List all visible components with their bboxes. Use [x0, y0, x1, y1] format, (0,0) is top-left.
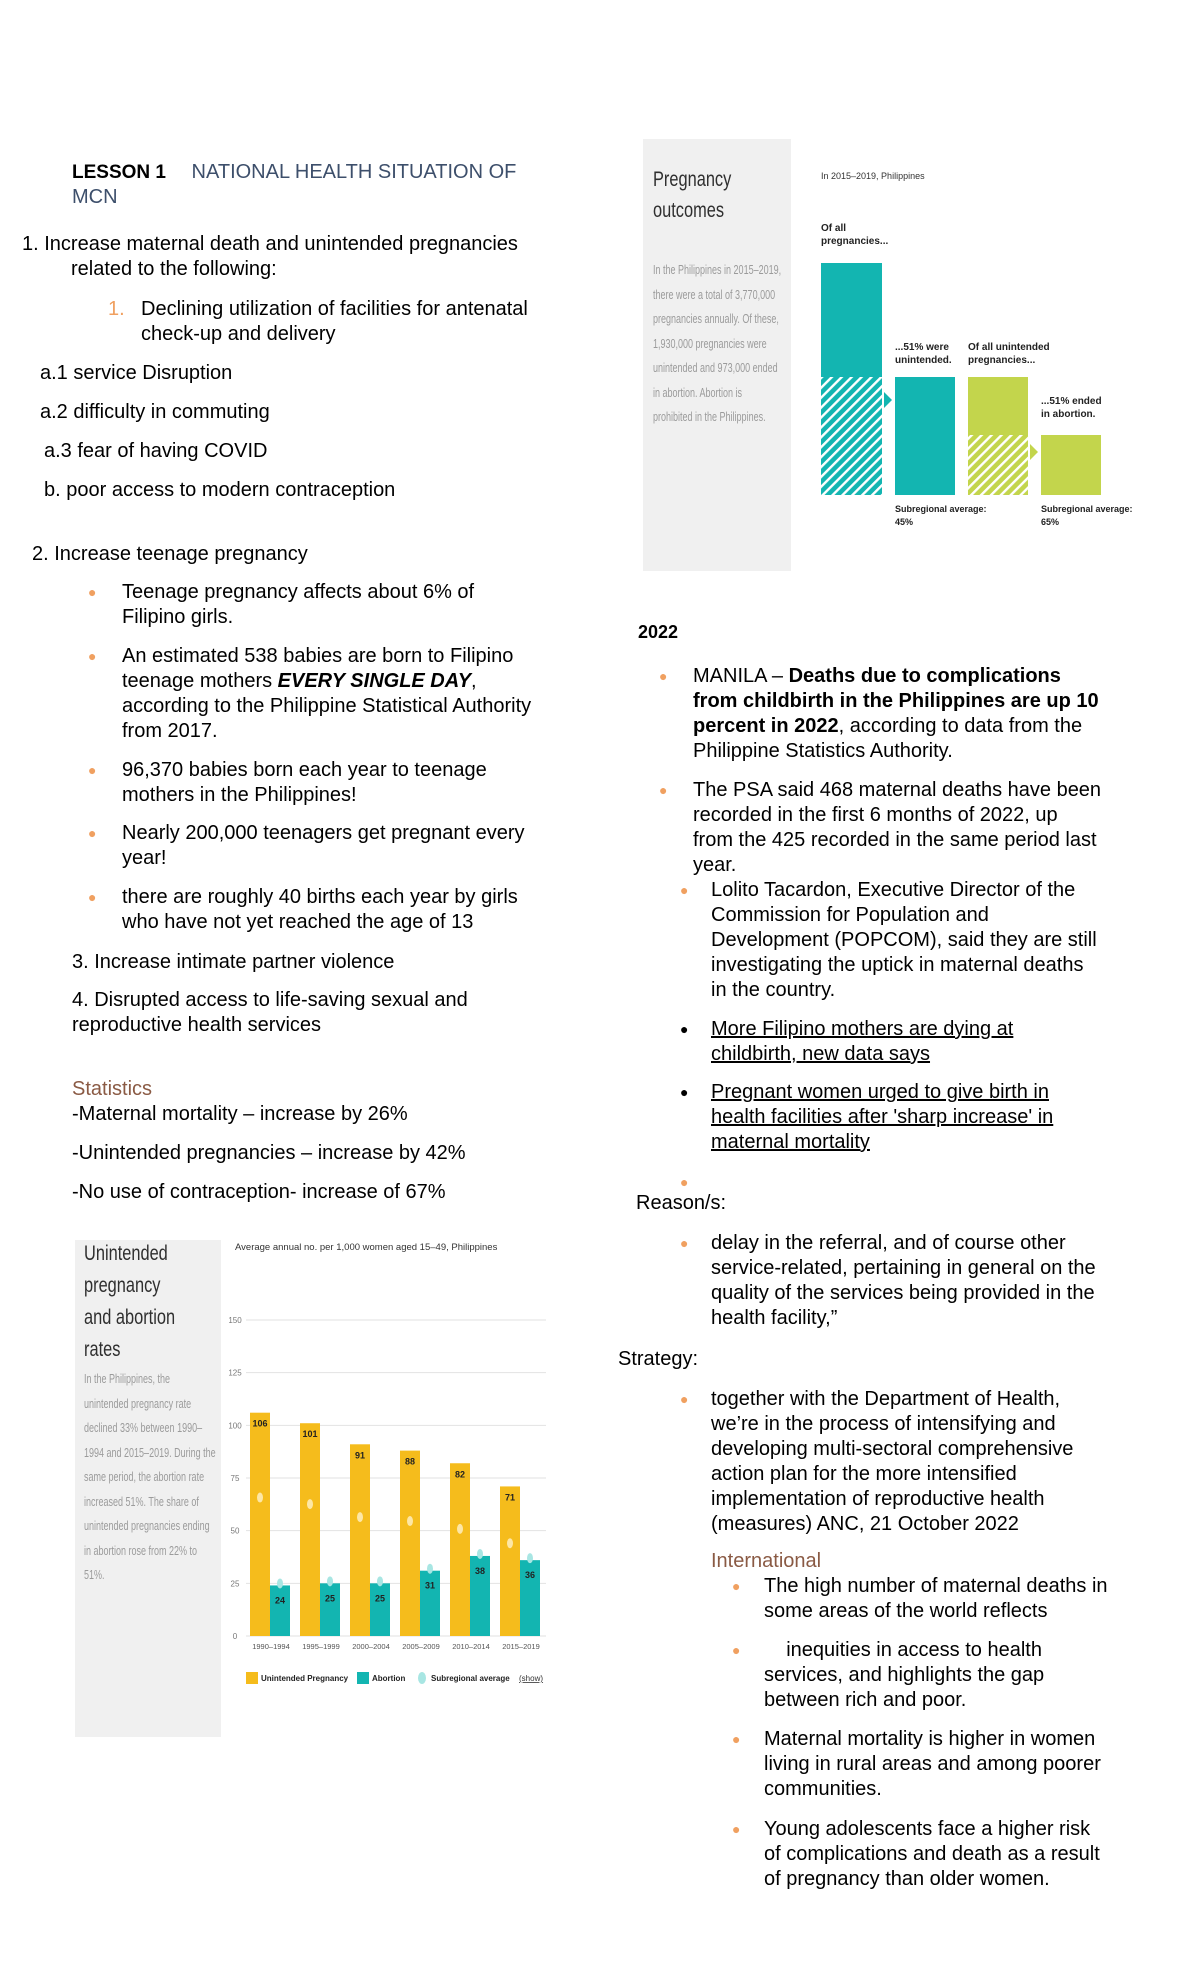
- subregional-marker: [477, 1549, 483, 1559]
- bullet-icon: ●: [659, 668, 668, 684]
- y-tick-label: 50: [230, 1526, 240, 1536]
- text-line: developing multi-sectoral comprehensive: [711, 1438, 1074, 1460]
- text-line: from the 425 recorded in the same period last: [693, 829, 1097, 851]
- all-unintended-hatched: [968, 435, 1028, 495]
- bullet-icon: ●: [680, 1235, 689, 1251]
- text-line: (measures) ANC, 21 October 2022: [711, 1513, 1019, 1535]
- lesson-title-line2: MCN: [72, 186, 118, 208]
- text-line: year.: [693, 854, 737, 876]
- intl-bullet: [732, 1727, 1101, 1802]
- bullet-icon: ●: [732, 1578, 741, 1594]
- bold-text: percent in 2022: [693, 715, 839, 737]
- bullet-icon: ●: [732, 1731, 741, 1747]
- bar-unintended: [250, 1413, 270, 1636]
- subregional-marker: [277, 1578, 283, 1588]
- news-bullet: [659, 778, 1102, 878]
- legend-swatch: [418, 1672, 426, 1684]
- stat-contraception: -No use of contraception- increase of 67%: [72, 1181, 446, 1203]
- ended-abortion-label: ...51% ended in abortion.: [1041, 396, 1102, 420]
- text-line: services, and highlights the gap: [764, 1664, 1045, 1686]
- lesson-title: [72, 160, 552, 210]
- lesson-title-line1: NATIONAL HEALTH SITUATION OF: [191, 161, 517, 183]
- subregional-marker: [407, 1516, 413, 1526]
- link-line[interactable]: maternal mortality: [711, 1131, 870, 1153]
- bar-unintended: [400, 1451, 420, 1636]
- desc-line: there were a total of 3,770,000: [653, 287, 776, 302]
- pregnancy-outcomes-title: [653, 164, 762, 226]
- arrow-icon: [884, 392, 892, 408]
- text-line: 96,370 babies born each year to teenage: [122, 759, 487, 781]
- teen-bullet: [88, 885, 518, 935]
- text-line: mothers in the Philippines!: [122, 784, 357, 806]
- data-label: 36: [524, 1570, 536, 1581]
- text-span: ,: [471, 670, 477, 692]
- text-line: Lolito Tacardon, Executive Director of the: [711, 879, 1076, 901]
- text-line: service-related, pertaining in general on the: [711, 1257, 1096, 1279]
- teen-bullet: [88, 644, 532, 744]
- chart-title-text: Unintended pregnancy and abortion rates: [84, 1242, 176, 1361]
- subregional-marker: [357, 1512, 363, 1522]
- legend-show-link: (show): [519, 1674, 544, 1683]
- desc-line: 1,930,000 pregnancies were: [653, 336, 767, 351]
- pregnancy-outcomes-desc: [653, 258, 783, 430]
- pregnancy-subtitle: In 2015–2019, Philippines: [821, 171, 925, 181]
- bullet-icon: ●: [680, 1021, 689, 1037]
- text-line: from 2017.: [122, 720, 218, 742]
- y-tick-label: 125: [228, 1368, 242, 1378]
- legend-swatch: [357, 1672, 369, 1684]
- y-tick-label: 75: [230, 1474, 240, 1483]
- subregional-marker: [427, 1564, 433, 1574]
- bullet-icon: ●: [680, 1391, 689, 1407]
- empty-bullet-icon: ●: [680, 1174, 689, 1190]
- subregional-marker: [257, 1493, 263, 1503]
- subregional-average-1: Subregional average: 45%: [895, 504, 987, 527]
- bullet-icon: ●: [88, 762, 97, 778]
- text-line: [693, 714, 1153, 739]
- text-line: who have not yet reached the age of 13: [122, 911, 474, 933]
- pregnancy-outcomes-graphic: [791, 139, 1133, 571]
- desc-line: in abortion. Abortion is: [653, 385, 743, 400]
- x-tick-label: 1995–1999: [302, 1642, 340, 1651]
- bar-unintended: [500, 1486, 520, 1636]
- data-label: 24: [274, 1595, 286, 1606]
- legend-swatch: [246, 1672, 258, 1684]
- unintended-pregnancy-chart: [221, 1236, 561, 1706]
- text-line: delay in the referral, and of course other: [711, 1232, 1066, 1254]
- x-tick-label: 2005–2009: [402, 1642, 440, 1651]
- strategy-label: Strategy:: [618, 1348, 699, 1370]
- bullet-icon: ●: [88, 584, 97, 600]
- text-line: implementation of reproductive health: [711, 1488, 1045, 1510]
- text-line: there are roughly 40 births each year by girls: [122, 886, 518, 908]
- bullet-icon: ●: [680, 882, 689, 898]
- lesson-label: LESSON 1: [72, 162, 166, 183]
- bullet-icon: ●: [88, 648, 97, 664]
- statistics-heading: Statistics: [72, 1078, 153, 1100]
- bold-text: Deaths due to complications: [788, 665, 1061, 687]
- chart-subtitle: Average annual no. per 1,000 women aged 15–49, Philippines: [235, 1242, 498, 1253]
- bullet-icon: ●: [659, 782, 668, 798]
- strategy-bullet: [680, 1387, 1074, 1537]
- desc-line: 51%.: [84, 1568, 105, 1582]
- link-line[interactable]: More Filipino mothers are dying at: [711, 1018, 1014, 1040]
- all-pregnancies-bar: [821, 263, 882, 377]
- link-line[interactable]: Pregnant women urged to give birth in: [711, 1081, 1049, 1103]
- chart-description: [84, 1367, 221, 1588]
- text-line: according to the Philippine Statistical Authority: [122, 695, 532, 717]
- text-line: Teenage pregnancy affects about 6% of: [122, 581, 475, 603]
- desc-line: declined 33% between 1990–: [84, 1421, 203, 1435]
- subregional-marker: [327, 1576, 333, 1586]
- text-line: we’re in the process of intensifying and: [711, 1413, 1056, 1435]
- of-all-label: Of all pregnancies...: [821, 223, 889, 247]
- y-tick-label: 25: [230, 1579, 240, 1589]
- stat-unintended: -Unintended pregnancies – increase by 42%: [72, 1142, 466, 1164]
- item-3: 3. Increase intimate partner violence: [72, 951, 395, 973]
- subregional-marker: [457, 1524, 463, 1534]
- text-span: , according to data from the: [838, 715, 1083, 737]
- bullet-icon: ●: [680, 1084, 689, 1100]
- text-line: inequities in access to health: [764, 1639, 1042, 1661]
- bullet-icon: ●: [88, 825, 97, 841]
- y-tick-label: 150: [228, 1316, 242, 1325]
- subregional-marker: [307, 1499, 313, 1509]
- text-line: [693, 664, 1153, 689]
- desc-line: unintended pregnancies ending: [84, 1519, 210, 1533]
- item-a2: a.2 difficulty in commuting: [40, 401, 270, 423]
- legend-label: Abortion: [372, 1674, 406, 1683]
- data-label: 71: [504, 1492, 516, 1503]
- text-line: between rich and poor.: [764, 1689, 967, 1711]
- text-line: together with the Department of Health,: [711, 1388, 1061, 1410]
- teen-bullet: [88, 580, 475, 630]
- desc-line: same period, the abortion rate: [84, 1470, 205, 1484]
- item-1: [22, 232, 518, 282]
- bar-unintended: [350, 1444, 370, 1636]
- abortion-bar: [1041, 435, 1101, 495]
- text-line: in the country.: [711, 979, 836, 1001]
- bar-unintended: [300, 1423, 320, 1636]
- text-line: Development (POPCOM), said they are still: [711, 929, 1097, 951]
- text-line: investigating the uptick in maternal deaths: [711, 954, 1084, 976]
- text-line: Commission for Population and: [711, 904, 989, 926]
- text-line: Young adolescents face a higher risk: [764, 1818, 1091, 1840]
- title-line: outcomes: [653, 199, 725, 222]
- teen-bullet: [88, 821, 525, 871]
- international-heading: International: [711, 1550, 822, 1572]
- year-heading: 2022: [638, 622, 679, 642]
- chart-title: [84, 1238, 217, 1366]
- text-line: Philippine Statistics Authority.: [693, 740, 953, 762]
- sub-item-line1: Declining utilization of facilities for antenatal: [141, 298, 528, 320]
- data-label: 38: [474, 1565, 486, 1576]
- desc-line: in abortion rose from 22% to: [84, 1543, 198, 1558]
- desc-line: pregnancies annually. Of these,: [653, 312, 779, 326]
- item-b: b. poor access to modern contraception: [44, 479, 396, 501]
- arrow-icon: [1030, 444, 1038, 460]
- y-tick-label: 100: [228, 1421, 242, 1431]
- text-line: from childbirth in the Philippines are up 10: [693, 690, 1099, 712]
- text-line: of complications and death as a result: [764, 1843, 1100, 1865]
- text-line: communities.: [764, 1778, 882, 1800]
- data-label: 106: [252, 1418, 268, 1429]
- desc-line: unintended pregnancy rate: [84, 1396, 192, 1411]
- sub-item-line2: check-up and delivery: [141, 323, 336, 345]
- data-label: 88: [404, 1456, 416, 1467]
- x-tick-label: 2010–2014: [452, 1642, 490, 1651]
- text-line: Nearly 200,000 teenagers get pregnant every: [122, 822, 525, 844]
- text-line: The high number of maternal deaths in: [764, 1575, 1108, 1597]
- unintended-label: ...51% were unintended.: [895, 342, 952, 366]
- link-line[interactable]: childbirth, new data says: [711, 1043, 931, 1065]
- stat-maternal: -Maternal mortality – increase by 26%: [72, 1103, 408, 1125]
- text-span: teenage mothers: [122, 670, 278, 692]
- all-pregnancies-hatched: [821, 377, 882, 495]
- subregional-average-2: Subregional average: 65%: [1041, 504, 1133, 527]
- desc-line: increased 51%. The share of: [84, 1494, 199, 1509]
- desc-line: unintended and 973,000 ended: [653, 361, 778, 375]
- of-all-unintended-label: Of all unintended pregnancies...: [968, 342, 1050, 366]
- text-line: health facility,”: [711, 1307, 838, 1329]
- item-4-line2: reproductive health services: [72, 1014, 322, 1036]
- data-label: 82: [454, 1469, 466, 1480]
- bar-abortion: [370, 1583, 390, 1636]
- data-label: 25: [374, 1593, 386, 1604]
- text-line: recorded in the first 6 months of 2022, up: [693, 804, 1058, 826]
- emphasis-text: EVERY SINGLE DAY: [277, 670, 472, 692]
- reason-bullet: [680, 1231, 1096, 1331]
- legend-label: Unintended Pregnancy: [261, 1674, 349, 1683]
- all-unintended-bar: [968, 377, 1028, 435]
- text-line: quality of the services being provided in the: [711, 1282, 1095, 1304]
- news-bullet: [680, 878, 1097, 1003]
- data-label: 91: [354, 1450, 366, 1461]
- text-line: some areas of the world reflects: [764, 1600, 1048, 1622]
- intl-bullet: [732, 1817, 1100, 1892]
- bullet-icon: ●: [88, 889, 97, 905]
- y-tick-label: 0: [232, 1632, 238, 1641]
- item-a1: a.1 service Disruption: [40, 362, 233, 384]
- text-line: of pregnancy than older women.: [764, 1868, 1050, 1890]
- bar-abortion: [270, 1585, 290, 1636]
- subregional-marker: [377, 1576, 383, 1586]
- text-line: living in rural areas and among poorer: [764, 1753, 1101, 1775]
- x-tick-label: 2000–2004: [352, 1642, 390, 1651]
- text-line: An estimated 538 babies are born to Filipino: [122, 645, 514, 667]
- data-label: 101: [302, 1429, 318, 1440]
- item-a3: a.3 fear of having COVID: [44, 440, 268, 462]
- data-label: 31: [424, 1580, 436, 1591]
- text-line: action plan for the more intensified: [711, 1463, 1017, 1485]
- text-line: year!: [122, 847, 167, 869]
- link-line[interactable]: health facilities after 'sharp increase' in: [711, 1106, 1054, 1128]
- reason-label: Reason/s:: [636, 1192, 727, 1214]
- desc-line: In the Philippines, the: [84, 1372, 171, 1386]
- intl-bullet: [732, 1574, 1108, 1624]
- bar-unintended: [450, 1463, 470, 1636]
- item-1-line2: related to the following:: [71, 258, 277, 280]
- news-link-2[interactable]: [680, 1080, 1054, 1155]
- item-4: [72, 988, 468, 1038]
- title-line: Pregnancy: [653, 168, 732, 191]
- bar-abortion: [320, 1583, 340, 1636]
- x-tick-label: 2015–2019: [502, 1642, 540, 1651]
- unintended-bar: [895, 377, 955, 495]
- data-label: 25: [324, 1593, 336, 1604]
- text-line: The PSA said 468 maternal deaths have been: [693, 779, 1102, 801]
- teen-bullet: [88, 758, 487, 808]
- bullet-icon: ●: [732, 1642, 741, 1658]
- news-link-1[interactable]: [680, 1017, 1014, 1067]
- item-2: 2. Increase teenage pregnancy: [32, 543, 308, 565]
- desc-line: prohibited in the Philippines.: [653, 410, 766, 424]
- text-line: [122, 669, 531, 694]
- sub-item-number: 1.: [108, 298, 125, 320]
- text-line: Maternal mortality is higher in women: [764, 1728, 1096, 1750]
- x-tick-label: 1990–1994: [252, 1642, 290, 1651]
- sub-item-1: [108, 297, 528, 347]
- subregional-marker: [527, 1553, 533, 1563]
- desc-line: In the Philippines in 2015–2019,: [653, 263, 782, 277]
- item-4-line1: 4. Disrupted access to life-saving sexual and: [72, 989, 468, 1011]
- news-bullet: [659, 664, 1153, 764]
- item-1-line1: 1. Increase maternal death and unintended pregnancies: [22, 233, 518, 255]
- text-line: Filipino girls.: [122, 606, 234, 628]
- text-span: MANILA –: [693, 665, 789, 687]
- intl-bullet: [732, 1638, 1045, 1713]
- subregional-marker: [507, 1538, 513, 1548]
- legend-label: Subregional average: [431, 1674, 510, 1683]
- bullet-icon: ●: [732, 1821, 741, 1837]
- desc-line: 1994 and 2015–2019. During the: [84, 1445, 216, 1460]
